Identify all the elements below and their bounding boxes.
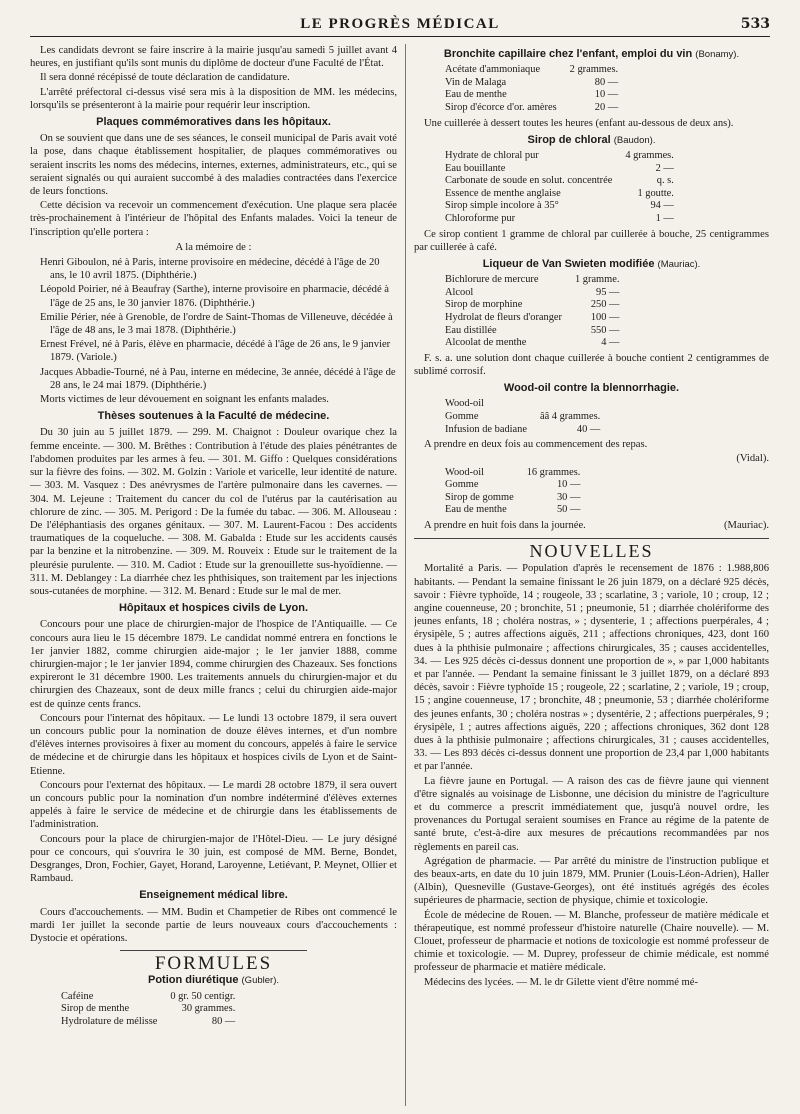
ingredient: Hydrolat de fleurs d'oranger <box>445 311 562 323</box>
plaques-paragraph: Cette décision va recevoir un commencement d'exécution. Une plaque sera placée très-prochainement à l'intérieur de l'hôpital des Enfants malades. Voici la teneur de l'inscription qu'elle portera : <box>30 200 397 238</box>
column-divider <box>405 44 406 1106</box>
recipe-note <box>414 519 769 532</box>
intro-paragraph: L'arrêté préfectoral ci-dessus visé sera mis à la disposition de MM. les médecins, lorsqu'ils se présenteront à la mairie pour requérir leur inscription. <box>30 86 397 111</box>
recipe-row <box>442 287 622 300</box>
news-agregation: Agrégation de pharmacie. — Par arrêté du ministre de l'instruction publique et des beaux-arts, en date du 10 juin 1879, MM. Prunier (Louis-Léon-Adrien), Haller (Albin), Quesneville (Gustave-Georges), ont été institués agrégés des écoles supérieures de pharmacie, section de physique, chimie et toxicologie. <box>414 855 769 907</box>
quantity: 1 goutte. <box>637 187 674 199</box>
recipe-row <box>442 337 622 350</box>
quantity: 94 — <box>650 200 674 212</box>
recipe-name: Potion diurétique <box>148 974 239 987</box>
quantity: 95 — <box>596 286 620 298</box>
quantity: 550 — <box>590 324 620 336</box>
recipe-note: F. s. a. une solution dont chaque cuillerée à bouche contient 2 centigrammes de sublimé corrosif. <box>414 352 769 377</box>
ingredient: Sirop de gomme <box>445 491 514 503</box>
recipe-row <box>442 163 677 176</box>
ingredient: Eau bouillante <box>445 162 506 174</box>
news-rouen: École de médecine de Rouen. — M. Blanche, professeur de matière médicale et thérapeutique, est nommé professeur d'histoire naturelle (Chaire nouvelle). — M. Clouet, professeur de pharmacie et notions de toxicologie est nommé professeur de chimie et toxicologie. — M. Duprey, professeur de chimie médicale, est nommé professeur de pharmacie et matière médicale. <box>414 909 769 974</box>
ingredient: Infusion de badiane <box>445 423 527 435</box>
ingredient: Chloroforme pur <box>445 212 516 224</box>
ingredient: Alcool <box>445 286 474 298</box>
quantity: 1 — <box>655 212 674 224</box>
quantity: 50 — <box>556 504 581 516</box>
recipe-row <box>442 188 677 201</box>
quantity: 2 grammes. <box>569 64 619 76</box>
recipe-row <box>442 299 622 312</box>
recipe-row <box>442 274 622 287</box>
recipe-row <box>442 213 677 226</box>
recipe-author: (Vidal). <box>736 453 769 465</box>
recipe-title-chloral <box>414 134 769 147</box>
ingredient: Gomme <box>445 479 479 491</box>
recipe-row <box>442 492 583 505</box>
recipe-table-bronchite <box>442 64 621 114</box>
memorial-name: Ernest Frével, né à Paris, élève en pharmacie, décédé à l'âge de 26 ans, le 9 janvier 1879. (Variole.) <box>40 339 391 364</box>
news-fievre-jaune: La fièvre jaune en Portugal. — A raison des cas de fièvre jaune qui viennent d'être signalés au voisinage de Lisbonne, une décision du ministre de l'agriculture et du commerce a prescrit immédiatement que, jusqu'à nouvel ordre, les provenances du Portugal seraient soumises en France au régime de la patente de santé brute, c'est-à-dire aux mesures de précautions recommandées par nos règlements en pareil cas. <box>414 775 769 853</box>
ingredient: Essence de menthe anglaise <box>445 187 561 199</box>
recipe-author: (Gubler). <box>241 975 279 987</box>
ingredient: Gomme <box>445 410 479 422</box>
ingredient: Eau de menthe <box>445 504 507 516</box>
formules-heading: FORMULES <box>154 953 273 975</box>
quantity: ââ 4 grammes. <box>539 410 601 422</box>
quantity: 40 — <box>576 423 601 435</box>
recipe-table-vanswieten <box>442 274 622 350</box>
ingredient: Eau distillée <box>445 324 497 336</box>
recipe-row <box>442 102 621 115</box>
quantity: 80 — <box>211 1015 236 1027</box>
ingredient: Sirop d'écorce d'or. amères <box>445 101 557 113</box>
recipe-row <box>442 467 583 480</box>
memorial-name: Jacques Abbadie-Tourné, né à Pau, interne en médecine, 3e année, décédé à l'âge de 28 ans, le 24 mai 1879. (Diphthérie.) <box>40 366 396 391</box>
recipe-row <box>442 64 621 77</box>
recipe-row <box>442 312 622 325</box>
page-header <box>30 14 770 37</box>
recipe-author: (Baudon). <box>613 134 656 146</box>
recipe-row <box>442 398 603 411</box>
recipe-name: Sirop de chloral <box>527 133 611 146</box>
quantity: 80 — <box>594 76 619 88</box>
quantity: 2 — <box>655 162 674 174</box>
intro-paragraph: Les candidats devront se faire inscrire à la mairie jusqu'au samedi 5 juillet avant 4 heures, en justifiant qu'ils sont munis du diplôme de docteur d'une Faculté de l'État. <box>30 45 397 70</box>
ingredient: Sirop simple incolore à 35° <box>445 200 559 212</box>
recipe-row <box>442 411 603 424</box>
quantity <box>530 398 603 411</box>
quantity: 10 — <box>556 479 581 491</box>
section-title-plaques: Plaques commémoratives dans les hôpitaux. <box>96 116 331 129</box>
section-title-libre: Enseignement médical libre. <box>139 889 288 902</box>
nouvelles-heading: NOUVELLES <box>414 538 769 558</box>
quantity: 1 gramme. <box>575 274 620 286</box>
ingredient: Carbonate de soude en solut. concentrée <box>445 175 613 187</box>
recipe-title-potion <box>30 974 397 987</box>
right-column <box>414 44 769 1106</box>
lyon-paragraph: Concours pour une place de chirurgien-major de l'hospice de l'Antiquaille. — Ce concours aura lieu le 15 décembre 1879. Le candidat nommé entrera en fonctions le 1er janvier 1882, comme chirurgien aide-major ; le 1er janvier 1888, comme chirurgien-major ; le 1er janvier 1894, comme chirurgien des Chazeaux. Ses fonctions expireront le 31 décembre 1900. Les traitements annuels du chirurgien-major et du chirurgien des Chazeaux, sont de deux mille francs ; celui du chirurgien aide-major est de quinze cents francs. <box>30 619 397 710</box>
recipe-row <box>58 1016 238 1029</box>
recipe-table-chloral <box>442 150 677 226</box>
ingredient: Sirop de menthe <box>61 1003 130 1015</box>
quantity: 20 — <box>594 101 619 113</box>
recipe-table-woodoil-2 <box>442 467 583 517</box>
recipe-table-potion <box>58 991 238 1029</box>
ingredient: Wood-oil <box>445 466 484 478</box>
memorial-closing: Morts victimes de leur dévouement en soignant les enfants malades. <box>40 394 329 406</box>
lyon-paragraph: Concours pour l'externat des hôpitaux. — Le mardi 28 octobre 1879, il sera ouvert un concours public pour la nomination d'un nombre indéterminé d'élèves externes appelés à faire le service de médecine et de chirurgie dans les établissements de l'administration. <box>30 779 397 831</box>
ingredient: Wood-oil <box>445 398 484 410</box>
ingredient: Caféine <box>61 990 94 1002</box>
journal-title: LE PROGRÈS MÉDICAL <box>300 16 500 32</box>
ingredient: Alcoolat de menthe <box>445 337 527 349</box>
recipe-note-text: A prendre en huit fois dans la journée. <box>424 519 586 531</box>
ingredient: Hydrate de chloral pur <box>445 149 539 161</box>
recipe-note: Ce sirop contient 1 gramme de chloral par cuillerée à bouche, 25 centigrammes par cuillerée à café. <box>414 228 769 253</box>
recipe-author: (Bonamy). <box>695 49 740 60</box>
recipe-row <box>442 77 621 90</box>
memorial-name: Léopold Poirier, né à Beaufray (Sarthe), interne provisoire en pharmacie, décédé à l'âge de 25 ans, le 30 janvier 1876. (Diphthérie.) <box>40 284 390 309</box>
ingredient: Sirop de morphine <box>445 299 523 311</box>
section-title-theses: Thèses soutenues à la Faculté de médecine. <box>97 410 330 423</box>
recipe-row <box>442 200 677 213</box>
recipe-row <box>58 991 238 1004</box>
intro-paragraph: Il sera donné récépissé de toute déclaration de candidature. <box>40 72 290 84</box>
recipe-name: Liqueur de Van Swieten modifiée <box>482 257 655 270</box>
plaques-paragraph: On se souvient que dans une de ses séances, le conseil municipal de Paris avait voté la pose, dans chaque établissement hospitalier, de plaques commémoratives ou seraient inscrits les noms des médecins, internes, externes, administrateurs, etc., qui se seraient signalés ou qui auraient succombé à des maladies contractées dans l'exercice de leurs fonctions. <box>30 133 397 198</box>
recipe-row <box>442 89 621 102</box>
recipe-row <box>442 325 622 338</box>
ingredient: Bichlorure de mercure <box>445 274 539 286</box>
recipe-row <box>442 504 583 517</box>
recipe-note: A prendre en deux fois au commencement des repas. <box>424 439 648 451</box>
recipe-title-vanswieten <box>414 258 769 271</box>
recipe-row <box>442 479 583 492</box>
recipe-row <box>442 150 677 163</box>
theses-paragraph: Du 30 juin au 5 juillet 1879. — 299. M. Chaignot : Douleur ovarique chez la femme enceinte. — 300. M. Brêthes : Contribution à l'étude des plaies pénétrantes de l'abdomen produites par les armes à feu. — 301. M. Giffo : Quelques considérations sur la fièvre des foins. — 302. M. Golzin : Variole et varicelle, leur identité de nature. — 303. M. Vasquez : Des anévrysmes de l'artère pulmonaire dans les cavernes. — 304. M. Lejeune : Traitement du cancer du col de l'utérus par la cautérisation au chlorure de zinc. — 305. M. Perigord : De la fumée du tabac. — 306. M. Allouseau : De l'éléphantiasis des organes génitaux. — 307. M. Laurent-Facou : Des accidents traumatiques de la coqueluche. — 308. M. Gabalda : Etude sur les accidents causés par la benzine et la nitrobenzine. — 309. M. Rouveix : Etude sur le traitement de la pleurésie purulente. — 310. M. Cadiot : Etude sur la grenouillette sus-hyoïdienne. — 311. M. Deblangey : La diarrhée chez les phthisiques, son traitement par les injections sous-cutanées de morphine. — 312. M. Benard : Etude sur le mal de mer. <box>30 427 397 597</box>
quantity: 4 — <box>601 337 620 349</box>
lyon-paragraph: Concours pour la place de chirurgien-major de l'Hôtel-Dieu. — Le jury désigné pour ce concours, qui s'ouvrira le 30 juin, est composé de MM. Berne, Bondet, Desgranges, Dron, Fochier, Gayet, Horand, Laroyenne, Letiévant, P. Meynet, Ollier et Rambaud. <box>30 833 397 885</box>
recipe-author: (Mauriac). <box>724 519 769 531</box>
quantity: 0 gr. 50 centigr. <box>170 990 236 1002</box>
recipe-name: Bronchite capillaire chez l'enfant, emploi du vin <box>443 48 693 60</box>
quantity: 30 grammes. <box>181 1003 236 1015</box>
ingredient: Vin de Malaga <box>445 76 507 88</box>
recipe-author: (Mauriac). <box>657 258 701 270</box>
news-mortalite: Mortalité a Paris. — Population d'après le recensement de 1876 : 1.988,806 habitants. — Pendant la semaine finissant le 26 juin 1879, on a déclaré 925 décès, savoir : Fièvre typhoïde, 14 ; rougeole, 33 ; scarlatine, 3 ; variole, 10 ; croup, 12 ; angine couenneuse, 20 ; bronchite, 51 ; pneumonie, 51 ; diarrhée cholériforme des jeunes enfants, 18 ; choléra nostras, » ; dysenterie, 1 ; affections puerpérales, 4 ; érysipèle, 5 ; autres affections aiguës, 211 ; affections chroniques, 423, dont 160 dues à la phthisie pulmonaire ; affections chirurgicales, 35 ; causes accidentelles, 34. — Les 925 décès ci-dessus donnent une proportion de », » par 1,000 habitants et par l'année. — Pendant la semaine finissant le 3 juillet 1879, on a déclaré 893 décès, savoir : Fièvre typhoïde 15 ; rougeole, 22 ; scarlatine, 2 ; variole, 19 ; croup, 15 ; angine couenneuse, 17 ; bronchite, 48 ; pneumonie, 53 ; diarrhée cholériforme des jeunes enfants, 30 ; choléra nostras » ; dysentérie, 2 ; affections puerpérales, 9 ; érysipèle, 1 ; autres affections aiguës, 220 ; affections chroniques, 362 dont 128 dues à la phthisie pulmonaire ; affections chirurgicales, 31 ; causes accidentelles, 33. — Les 893 décès ci-dessus donnent une proportion de 23,4 par 1,000 habitants et par l'année. <box>414 563 769 773</box>
quantity: 100 — <box>590 311 620 323</box>
recipe-note: Une cuillerée à dessert toutes les heures (enfant au-dessous de deux ans). <box>424 117 734 129</box>
ingredient: Eau de menthe <box>445 89 507 101</box>
recipe-title-bronchite <box>414 48 769 61</box>
section-title-lyon: Hôpitaux et hospices civils de Lyon. <box>118 602 309 615</box>
recipe-table-woodoil-1 <box>442 398 603 436</box>
memorial-name: Henri Giboulon, né à Paris, interne provisoire en médecine, décédé à l'âge de 20 ans, le 10 avril 1875. (Diphthérie.) <box>40 257 380 282</box>
recipe-row <box>442 175 677 188</box>
lyon-paragraph: Concours pour l'internat des hôpitaux. — Le lundi 13 octobre 1879, il sera ouvert un concours public pour la nomination de douze élèves internes, et d'un nombre d'élèves internes provisoires à fixer au moment du concours, appelés à faire le service de médecine et de chirurgie dans les hôpitaux et hospices civils de Lyon et de Saint-Etienne. <box>30 712 397 777</box>
quantity: 10 — <box>594 89 619 101</box>
section-separator <box>120 950 307 951</box>
left-column <box>30 44 397 1106</box>
quantity: 4 grammes. <box>625 149 674 161</box>
ingredient: Hydrolature de mélisse <box>61 1015 158 1027</box>
quantity: q. s. <box>656 175 674 187</box>
recipe-row <box>58 1003 238 1016</box>
quantity: 30 — <box>556 491 581 503</box>
page-number: 533 <box>740 16 770 32</box>
recipe-row <box>442 424 603 437</box>
ingredient: Acétate d'ammoniaque <box>445 64 541 76</box>
recipe-title-woodoil: Wood-oil contre la blennorrhagie. <box>503 382 680 395</box>
quantity: 250 — <box>590 299 620 311</box>
memorial-name: Emilie Périer, née à Grenoble, de l'ordre de Saint-Thomas de Villeneuve, décédée à l'âge de 48 ans, le 3 mai 1878. (Diphthérie.) <box>40 311 393 337</box>
libre-paragraph: Cours d'accouchements. — MM. Budin et Champetier de Ribes ont commencé le mardi 1er juillet la seconde partie de leurs nouveaux cours d'accouchements : Dystocie et opérations. <box>30 906 397 944</box>
news-lycees: Médecins des lycées. — M. le dr Gilette vient d'être nommé mé- <box>424 976 699 988</box>
memorial-heading: A la mémoire de : <box>175 241 252 253</box>
quantity: 16 grammes. <box>526 466 581 478</box>
